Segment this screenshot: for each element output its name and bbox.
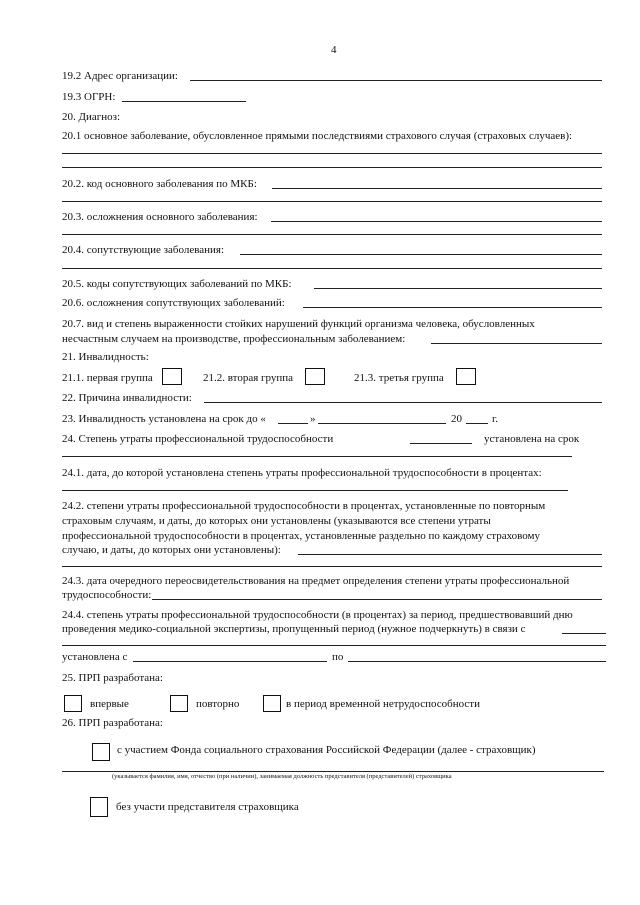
field-24-4-label-2: проведения медико-социальной экспертизы, пропущенный период (нужное подчеркнуть) в связи с bbox=[62, 623, 526, 635]
option-first-time-label: впервые bbox=[90, 698, 129, 710]
option-group-3-label: 21.3. третья группа bbox=[354, 372, 444, 384]
field-19-3-label: 19.3 ОГРН: bbox=[62, 91, 116, 103]
field-24-3-label-2: трудоспособности: bbox=[62, 589, 152, 601]
field-23-year-line[interactable] bbox=[466, 423, 488, 424]
established-from-line[interactable] bbox=[133, 661, 327, 662]
fss-representative-note: (указывается фамилия, имя, отчество (при наличии), занимаемая должность представителя (представителей) страховщика bbox=[112, 773, 452, 780]
page-number: 4 bbox=[331, 44, 337, 56]
checkbox-with-fss[interactable] bbox=[92, 743, 110, 761]
checkbox-without-fss[interactable] bbox=[90, 797, 108, 817]
field-20-2-label: 20.2. код основного заболевания по МКБ: bbox=[62, 178, 257, 190]
checkbox-repeat[interactable] bbox=[170, 695, 188, 712]
field-20-4-line-2[interactable] bbox=[62, 268, 602, 269]
field-26-label: 26. ПРП разработана: bbox=[62, 717, 163, 729]
until-label: по bbox=[332, 651, 344, 663]
field-23-quote-close: » bbox=[310, 413, 316, 425]
established-from-label: установлена с bbox=[62, 651, 128, 663]
option-group-2-label: 21.2. вторая группа bbox=[203, 372, 294, 384]
field-20-6-line[interactable] bbox=[303, 307, 602, 308]
field-20-1-line-2[interactable] bbox=[62, 167, 602, 168]
field-24-2-label-3: профессиональной трудоспособности в процентах, установленные раздельно по каждому страховому bbox=[62, 530, 541, 542]
field-24-2-line[interactable] bbox=[298, 554, 602, 555]
until-line[interactable] bbox=[348, 661, 606, 662]
field-24-4-line-2[interactable] bbox=[62, 645, 606, 646]
field-20-5-label: 20.5. коды сопутствующих заболеваний по МКБ: bbox=[62, 278, 292, 290]
field-20-7-label-1: 20.7. вид и степень выраженности стойких нарушений функций организма человека, обусловленных bbox=[62, 318, 535, 330]
checkbox-group-3[interactable] bbox=[456, 368, 476, 385]
field-20-4-label: 20.4. сопутствующие заболевания: bbox=[62, 244, 225, 256]
field-20-7-label-2: несчастным случаем на производстве, профессиональным заболеванием: bbox=[62, 333, 406, 345]
option-repeat-label: повторно bbox=[196, 698, 240, 710]
field-23-day-line[interactable] bbox=[278, 423, 308, 424]
field-20-7-line[interactable] bbox=[431, 343, 602, 344]
field-20-label: 20. Диагноз: bbox=[62, 111, 121, 123]
field-24-2-line-2[interactable] bbox=[62, 566, 602, 567]
checkbox-temporary-disability[interactable] bbox=[263, 695, 281, 712]
field-23-label: 23. Инвалидность установлена на срок до « bbox=[62, 413, 266, 425]
field-24-3-label-1: 24.3. дата очередного переосвидетельствования на предмет определения степени утраты профессиональной bbox=[62, 575, 570, 587]
field-20-1-label: 20.1 основное заболевание, обусловленное прямыми последствиями страхового случая (страховых случаев): bbox=[62, 130, 573, 142]
field-24-2-label-2: страховым случаям, и даты, до которых они установлены (указываются все степени утраты bbox=[62, 515, 491, 527]
field-24-percent-line[interactable] bbox=[410, 443, 472, 444]
field-23-year-suffix: г. bbox=[492, 413, 499, 425]
field-24-4-label-1: 24.4. степень утраты профессиональной трудоспособности (в процентах) за период, предшествовавший дню bbox=[62, 609, 573, 621]
field-24-2-label-4: случаю, и даты, до которых они установлены): bbox=[62, 544, 281, 556]
field-24-label-end: установлена на срок bbox=[484, 433, 580, 445]
field-21-label: 21. Инвалидность: bbox=[62, 351, 149, 363]
field-22-line[interactable] bbox=[204, 402, 602, 403]
field-20-3-line[interactable] bbox=[271, 221, 602, 222]
field-20-3-line-2[interactable] bbox=[62, 234, 602, 235]
option-group-1-label: 21.1. первая группа bbox=[62, 372, 153, 384]
checkbox-group-1[interactable] bbox=[162, 368, 182, 385]
field-24-2-label-1: 24.2. степени утраты профессиональной трудоспособности в процентах, установленные по повторным bbox=[62, 500, 546, 512]
field-22-label: 22. Причина инвалидности: bbox=[62, 392, 192, 404]
field-20-1-line-1[interactable] bbox=[62, 153, 602, 154]
field-20-4-line[interactable] bbox=[240, 254, 602, 255]
field-24-1-line[interactable] bbox=[62, 490, 568, 491]
option-temporary-disability-label: в период временной нетрудоспособности bbox=[286, 698, 480, 710]
field-24-label: 24. Степень утраты профессиональной трудоспособности bbox=[62, 433, 334, 445]
field-20-3-label: 20.3. осложнения основного заболевания: bbox=[62, 211, 258, 223]
field-20-6-label: 20.6. осложнения сопутствующих заболеваний: bbox=[62, 297, 285, 309]
field-24-1-label: 24.1. дата, до которой установлена степень утраты профессиональной трудоспособности в процентах: bbox=[62, 467, 542, 479]
field-23-year-prefix: 20 bbox=[451, 413, 462, 425]
field-20-2-line[interactable] bbox=[272, 188, 602, 189]
field-25-label: 25. ПРП разработана: bbox=[62, 672, 163, 684]
field-19-2-label: 19.2 Адрес организации: bbox=[62, 70, 178, 82]
option-without-fss-label: без участи представителя страховщика bbox=[116, 801, 299, 813]
field-24-3-line[interactable] bbox=[152, 599, 602, 600]
option-with-fss-label: с участием Фонда социального страхования Российской Федерации (далее - страховщик) bbox=[117, 744, 536, 756]
field-20-2-line-2[interactable] bbox=[62, 201, 602, 202]
field-23-month-line[interactable] bbox=[318, 423, 446, 424]
field-24-term-line[interactable] bbox=[62, 456, 572, 457]
field-19-3-line[interactable] bbox=[122, 101, 246, 102]
field-20-5-line[interactable] bbox=[314, 288, 602, 289]
checkbox-group-2[interactable] bbox=[305, 368, 325, 385]
checkbox-first-time[interactable] bbox=[64, 695, 82, 712]
field-19-2-line[interactable] bbox=[190, 80, 602, 81]
field-24-4-line[interactable] bbox=[562, 633, 606, 634]
